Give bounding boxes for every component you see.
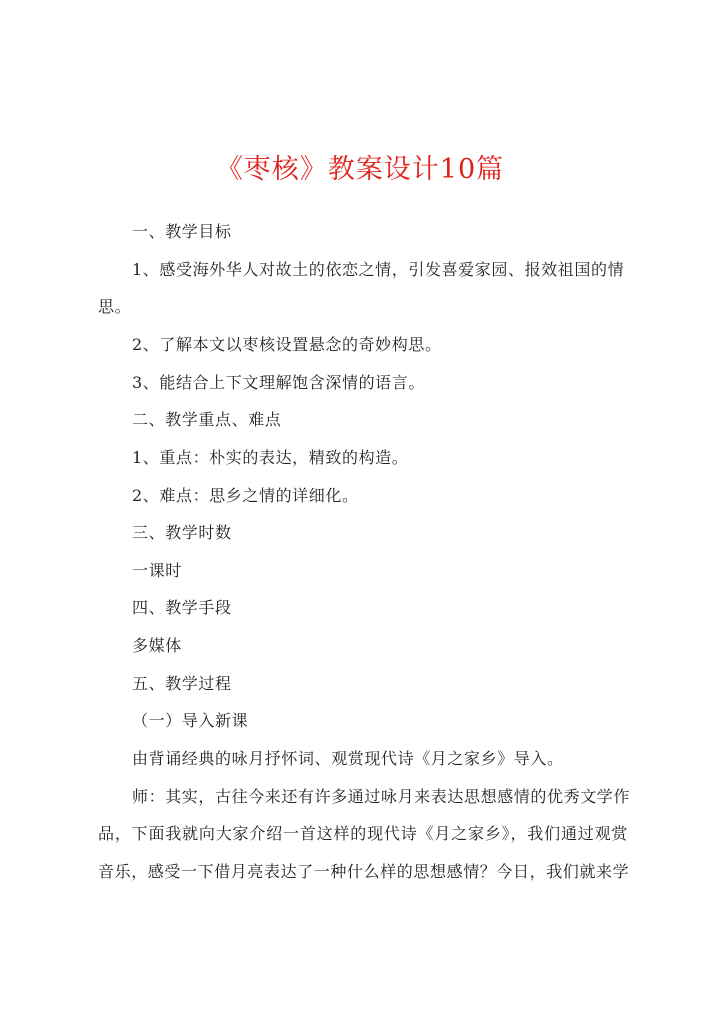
section-heading-objectives: 一、教学目标 (132, 222, 232, 241)
paragraph-line: 1、感受海外华人对故土的依恋之情，引发喜爱家园、报效祖国的情 (132, 260, 625, 279)
section-heading-class-hours: 三、教学时数 (132, 523, 232, 542)
paragraph-line: 一课时 (132, 561, 182, 580)
paragraph-line: 品，下面我就向大家介绍一首这样的现代诗《月之家乡》，我们通过观赏 (98, 824, 628, 843)
paragraph-line: 3、能结合上下文理解饱含深情的语言。 (132, 373, 425, 392)
paragraph-line: 思。 (98, 297, 132, 316)
subsection-heading-introduction: （一）导入新课 (132, 711, 249, 730)
paragraph-line: 音乐，感受一下借月亮表达了一种什么样的思想感情？今日，我们就来学 (98, 862, 630, 881)
paragraph-line: 由背诵经典的咏月抒怀词、观赏现代诗《月之家乡》导入。 (132, 749, 564, 768)
paragraph-line: 多媒体 (132, 636, 182, 655)
paragraph-line: 师：其实，古往今来还有许多通过咏月来表达思想感情的优秀文学作 (132, 787, 631, 806)
section-heading-key-points: 二、教学重点、难点 (132, 410, 282, 429)
paragraph-line: 2、了解本文以枣核设置悬念的奇妙构思。 (132, 335, 442, 354)
paragraph-line: 1、重点：朴实的表达，精致的构造。 (132, 448, 409, 467)
section-heading-teaching-means: 四、教学手段 (132, 598, 232, 617)
document-title: 《枣核》教案设计10篇 (215, 154, 505, 185)
paragraph-line: 2、难点：思乡之情的详细化。 (132, 486, 359, 505)
section-heading-teaching-process: 五、教学过程 (132, 674, 232, 693)
